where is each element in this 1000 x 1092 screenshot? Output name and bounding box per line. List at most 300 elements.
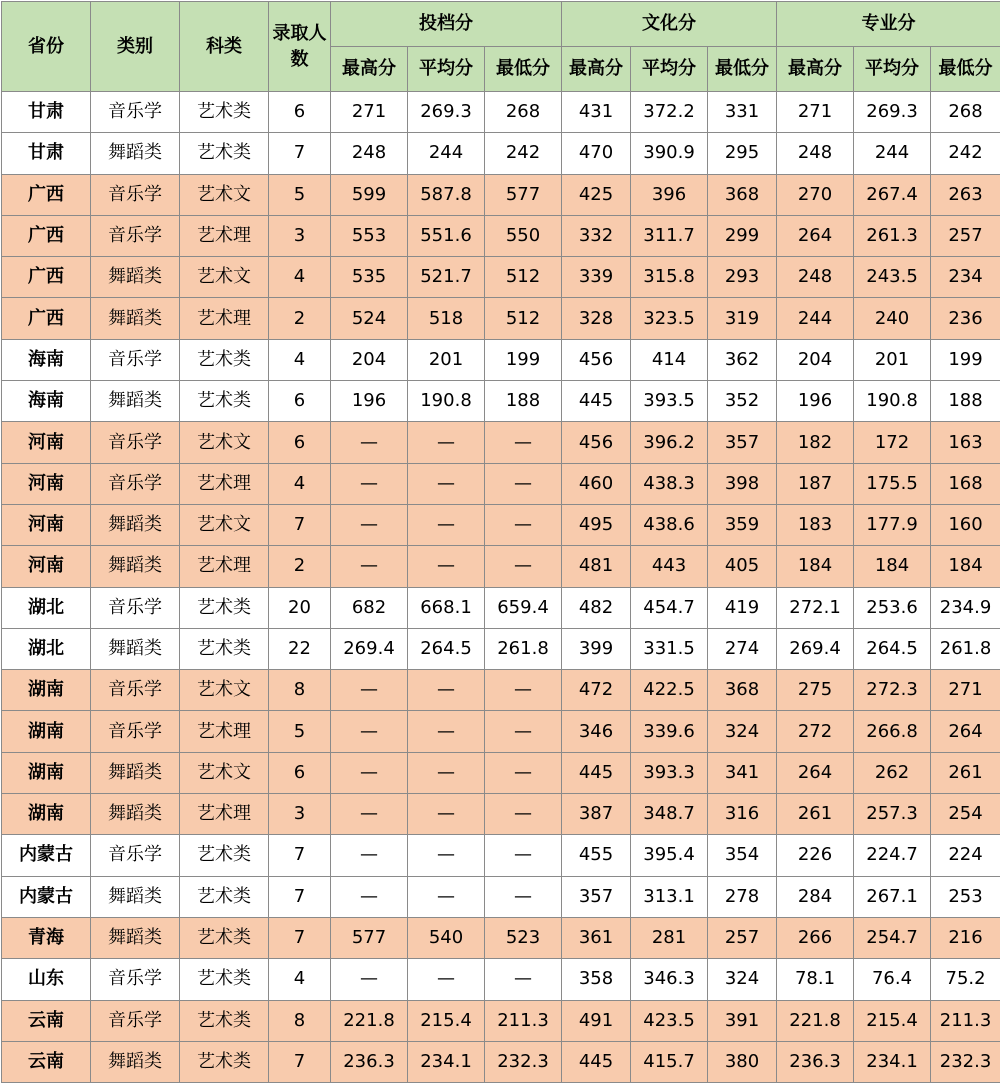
cell-major-avg: 172 <box>854 422 931 463</box>
cell-category: 舞蹈类 <box>91 917 180 958</box>
table-row <box>2 298 1000 339</box>
cell-major-max: 182 <box>777 422 854 463</box>
cell-province: 甘肃 <box>2 133 91 174</box>
cell-subject: 艺术文 <box>180 752 269 793</box>
cell-culture-max: 495 <box>562 504 631 545</box>
cell-major-min: 234.9 <box>931 587 1000 628</box>
cell-major-avg: 224.7 <box>854 835 931 876</box>
header-subject: 科类 <box>180 2 269 92</box>
cell-culture-avg: 395.4 <box>631 835 708 876</box>
table-row <box>2 835 1000 876</box>
cell-culture-avg: 396 <box>631 174 708 215</box>
cell-major-max: 248 <box>777 133 854 174</box>
cell-major-avg: 257.3 <box>854 794 931 835</box>
cell-culture-min: 257 <box>708 917 777 958</box>
table-row <box>2 876 1000 917</box>
cell-submit-min: 242 <box>485 133 562 174</box>
table-row <box>2 711 1000 752</box>
cell-submit-avg: — <box>408 463 485 504</box>
cell-enrolled: 6 <box>269 381 331 422</box>
cell-major-min: 216 <box>931 917 1000 958</box>
header-submit-avg: 平均分 <box>408 47 485 92</box>
cell-culture-max: 399 <box>562 628 631 669</box>
cell-submit-avg: — <box>408 752 485 793</box>
cell-culture-min: 278 <box>708 876 777 917</box>
table-row <box>2 257 1000 298</box>
cell-culture-avg: 393.5 <box>631 381 708 422</box>
cell-major-max: 204 <box>777 339 854 380</box>
cell-province: 广西 <box>2 174 91 215</box>
cell-subject: 艺术文 <box>180 257 269 298</box>
cell-submit-min: — <box>485 546 562 587</box>
cell-province: 湖南 <box>2 752 91 793</box>
cell-category: 音乐学 <box>91 835 180 876</box>
cell-submit-max: 269.4 <box>331 628 408 669</box>
cell-culture-avg: 414 <box>631 339 708 380</box>
cell-province: 云南 <box>2 1041 91 1082</box>
cell-major-min: 188 <box>931 381 1000 422</box>
cell-major-max: 187 <box>777 463 854 504</box>
cell-culture-avg: 396.2 <box>631 422 708 463</box>
table-row <box>2 215 1000 256</box>
cell-submit-min: 232.3 <box>485 1041 562 1082</box>
table-row <box>2 339 1000 380</box>
cell-major-min: 254 <box>931 794 1000 835</box>
cell-culture-min: 352 <box>708 381 777 422</box>
cell-category: 舞蹈类 <box>91 133 180 174</box>
cell-major-min: 232.3 <box>931 1041 1000 1082</box>
cell-subject: 艺术理 <box>180 711 269 752</box>
cell-province: 山东 <box>2 959 91 1000</box>
cell-major-avg: 267.4 <box>854 174 931 215</box>
cell-submit-avg: 540 <box>408 917 485 958</box>
cell-enrolled: 7 <box>269 1041 331 1082</box>
cell-enrolled: 4 <box>269 339 331 380</box>
cell-submit-min: 199 <box>485 339 562 380</box>
cell-major-max: 221.8 <box>777 1000 854 1041</box>
cell-submit-min: — <box>485 711 562 752</box>
table-row <box>2 794 1000 835</box>
table-row <box>2 174 1000 215</box>
cell-category: 音乐学 <box>91 92 180 133</box>
cell-major-max: 261 <box>777 794 854 835</box>
cell-submit-max: 196 <box>331 381 408 422</box>
cell-subject: 艺术类 <box>180 1041 269 1082</box>
cell-submit-min: — <box>485 422 562 463</box>
cell-submit-min: — <box>485 876 562 917</box>
table-row <box>2 546 1000 587</box>
cell-submit-min: — <box>485 835 562 876</box>
cell-submit-avg: 521.7 <box>408 257 485 298</box>
cell-culture-avg: 281 <box>631 917 708 958</box>
cell-culture-avg: 348.7 <box>631 794 708 835</box>
cell-culture-max: 455 <box>562 835 631 876</box>
cell-submit-max: — <box>331 463 408 504</box>
cell-submit-avg: — <box>408 835 485 876</box>
cell-submit-avg: — <box>408 546 485 587</box>
cell-culture-min: 380 <box>708 1041 777 1082</box>
cell-major-max: 78.1 <box>777 959 854 1000</box>
table-row <box>2 422 1000 463</box>
cell-enrolled: 7 <box>269 835 331 876</box>
cell-major-max: 284 <box>777 876 854 917</box>
cell-major-avg: 266.8 <box>854 711 931 752</box>
cell-province: 湖南 <box>2 670 91 711</box>
cell-culture-min: 299 <box>708 215 777 256</box>
table-row <box>2 628 1000 669</box>
cell-major-min: 257 <box>931 215 1000 256</box>
cell-culture-min: 368 <box>708 670 777 711</box>
cell-culture-min: 274 <box>708 628 777 669</box>
cell-major-avg: 262 <box>854 752 931 793</box>
cell-submit-avg: 190.8 <box>408 381 485 422</box>
cell-culture-avg: 423.5 <box>631 1000 708 1041</box>
cell-submit-min: — <box>485 504 562 545</box>
cell-category: 舞蹈类 <box>91 1041 180 1082</box>
cell-submit-min: — <box>485 959 562 1000</box>
cell-culture-avg: 323.5 <box>631 298 708 339</box>
cell-category: 音乐学 <box>91 215 180 256</box>
cell-culture-max: 460 <box>562 463 631 504</box>
cell-submit-avg: — <box>408 422 485 463</box>
cell-subject: 艺术理 <box>180 794 269 835</box>
cell-culture-min: 293 <box>708 257 777 298</box>
cell-province: 湖南 <box>2 711 91 752</box>
cell-major-min: 184 <box>931 546 1000 587</box>
cell-culture-min: 357 <box>708 422 777 463</box>
cell-culture-max: 339 <box>562 257 631 298</box>
cell-enrolled: 7 <box>269 133 331 174</box>
cell-submit-max: — <box>331 835 408 876</box>
cell-major-min: 199 <box>931 339 1000 380</box>
cell-submit-avg: 215.4 <box>408 1000 485 1041</box>
cell-culture-min: 331 <box>708 92 777 133</box>
cell-culture-min: 362 <box>708 339 777 380</box>
cell-major-avg: 267.1 <box>854 876 931 917</box>
cell-province: 河南 <box>2 546 91 587</box>
header-group-submit: 投档分 <box>331 2 562 47</box>
cell-submit-avg: 244 <box>408 133 485 174</box>
cell-category: 舞蹈类 <box>91 628 180 669</box>
cell-submit-avg: 201 <box>408 339 485 380</box>
cell-province: 甘肃 <box>2 92 91 133</box>
cell-enrolled: 6 <box>269 92 331 133</box>
cell-culture-min: 368 <box>708 174 777 215</box>
cell-culture-avg: 390.9 <box>631 133 708 174</box>
cell-major-min: 75.2 <box>931 959 1000 1000</box>
cell-subject: 艺术文 <box>180 174 269 215</box>
cell-major-avg: 234.1 <box>854 1041 931 1082</box>
cell-major-max: 264 <box>777 752 854 793</box>
cell-enrolled: 5 <box>269 711 331 752</box>
cell-enrolled: 2 <box>269 298 331 339</box>
cell-category: 舞蹈类 <box>91 794 180 835</box>
cell-submit-avg: — <box>408 959 485 1000</box>
cell-major-min: 263 <box>931 174 1000 215</box>
cell-submit-avg: — <box>408 876 485 917</box>
cell-major-avg: 261.3 <box>854 215 931 256</box>
cell-culture-min: 319 <box>708 298 777 339</box>
cell-province: 河南 <box>2 504 91 545</box>
header-culture-avg: 平均分 <box>631 47 708 92</box>
cell-major-max: 184 <box>777 546 854 587</box>
cell-category: 舞蹈类 <box>91 504 180 545</box>
cell-province: 内蒙古 <box>2 876 91 917</box>
cell-culture-max: 431 <box>562 92 631 133</box>
cell-major-avg: 244 <box>854 133 931 174</box>
cell-enrolled: 4 <box>269 257 331 298</box>
cell-enrolled: 7 <box>269 504 331 545</box>
cell-subject: 艺术理 <box>180 546 269 587</box>
cell-submit-avg: — <box>408 711 485 752</box>
admission-score-table <box>1 1 1000 1083</box>
cell-culture-max: 387 <box>562 794 631 835</box>
cell-category: 舞蹈类 <box>91 752 180 793</box>
cell-submit-avg: — <box>408 794 485 835</box>
cell-major-min: 168 <box>931 463 1000 504</box>
header-category: 类别 <box>91 2 180 92</box>
cell-culture-avg: 331.5 <box>631 628 708 669</box>
cell-culture-avg: 339.6 <box>631 711 708 752</box>
cell-category: 音乐学 <box>91 339 180 380</box>
cell-province: 河南 <box>2 463 91 504</box>
cell-subject: 艺术类 <box>180 1000 269 1041</box>
cell-major-max: 226 <box>777 835 854 876</box>
cell-submit-max: 271 <box>331 92 408 133</box>
cell-major-max: 196 <box>777 381 854 422</box>
cell-submit-avg: — <box>408 504 485 545</box>
cell-culture-max: 472 <box>562 670 631 711</box>
cell-major-min: 253 <box>931 876 1000 917</box>
cell-submit-max: 221.8 <box>331 1000 408 1041</box>
cell-major-max: 244 <box>777 298 854 339</box>
cell-enrolled: 6 <box>269 752 331 793</box>
cell-major-min: 264 <box>931 711 1000 752</box>
cell-culture-avg: 415.7 <box>631 1041 708 1082</box>
cell-culture-max: 445 <box>562 1041 631 1082</box>
cell-category: 音乐学 <box>91 422 180 463</box>
cell-culture-max: 361 <box>562 917 631 958</box>
cell-submit-max: 577 <box>331 917 408 958</box>
cell-submit-min: 659.4 <box>485 587 562 628</box>
cell-subject: 艺术文 <box>180 670 269 711</box>
cell-culture-min: 391 <box>708 1000 777 1041</box>
cell-submit-max: — <box>331 959 408 1000</box>
cell-category: 音乐学 <box>91 463 180 504</box>
cell-culture-max: 481 <box>562 546 631 587</box>
cell-major-max: 271 <box>777 92 854 133</box>
cell-province: 湖北 <box>2 628 91 669</box>
cell-province: 内蒙古 <box>2 835 91 876</box>
cell-major-min: 163 <box>931 422 1000 463</box>
cell-major-max: 272 <box>777 711 854 752</box>
cell-major-min: 261 <box>931 752 1000 793</box>
table-row <box>2 670 1000 711</box>
header-major-avg: 平均分 <box>854 47 931 92</box>
cell-submit-min: — <box>485 794 562 835</box>
header-enrolled: 录取人数 <box>269 2 331 92</box>
cell-category: 音乐学 <box>91 174 180 215</box>
header-major-min: 最低分 <box>931 47 1000 92</box>
cell-province: 广西 <box>2 257 91 298</box>
cell-culture-max: 358 <box>562 959 631 1000</box>
cell-major-min: 224 <box>931 835 1000 876</box>
table-row <box>2 1041 1000 1082</box>
cell-culture-avg: 393.3 <box>631 752 708 793</box>
cell-submit-avg: 518 <box>408 298 485 339</box>
cell-major-min: 261.8 <box>931 628 1000 669</box>
cell-major-avg: 253.6 <box>854 587 931 628</box>
cell-culture-avg: 346.3 <box>631 959 708 1000</box>
table-header <box>2 2 1000 92</box>
cell-enrolled: 8 <box>269 1000 331 1041</box>
cell-enrolled: 2 <box>269 546 331 587</box>
cell-major-max: 183 <box>777 504 854 545</box>
cell-culture-min: 398 <box>708 463 777 504</box>
cell-culture-min: 324 <box>708 959 777 1000</box>
cell-province: 广西 <box>2 298 91 339</box>
cell-culture-max: 482 <box>562 587 631 628</box>
cell-enrolled: 8 <box>269 670 331 711</box>
cell-category: 音乐学 <box>91 1000 180 1041</box>
cell-subject: 艺术类 <box>180 959 269 1000</box>
cell-province: 河南 <box>2 422 91 463</box>
cell-enrolled: 4 <box>269 463 331 504</box>
cell-major-avg: 215.4 <box>854 1000 931 1041</box>
cell-category: 音乐学 <box>91 711 180 752</box>
cell-category: 舞蹈类 <box>91 257 180 298</box>
cell-subject: 艺术文 <box>180 422 269 463</box>
cell-enrolled: 20 <box>269 587 331 628</box>
cell-submit-min: 550 <box>485 215 562 256</box>
cell-submit-max: 553 <box>331 215 408 256</box>
cell-submit-min: 512 <box>485 257 562 298</box>
cell-enrolled: 5 <box>269 174 331 215</box>
header-group-major: 专业分 <box>777 2 1000 47</box>
cell-submit-max: — <box>331 504 408 545</box>
cell-submit-min: 577 <box>485 174 562 215</box>
cell-culture-avg: 311.7 <box>631 215 708 256</box>
cell-enrolled: 3 <box>269 794 331 835</box>
cell-major-max: 236.3 <box>777 1041 854 1082</box>
cell-major-max: 248 <box>777 257 854 298</box>
cell-submit-min: 268 <box>485 92 562 133</box>
cell-province: 湖南 <box>2 794 91 835</box>
cell-major-avg: 243.5 <box>854 257 931 298</box>
cell-submit-min: 211.3 <box>485 1000 562 1041</box>
cell-category: 音乐学 <box>91 670 180 711</box>
cell-culture-max: 445 <box>562 381 631 422</box>
header-culture-min: 最低分 <box>708 47 777 92</box>
cell-culture-avg: 313.1 <box>631 876 708 917</box>
cell-culture-min: 354 <box>708 835 777 876</box>
table-row <box>2 504 1000 545</box>
cell-major-max: 272.1 <box>777 587 854 628</box>
cell-major-avg: 201 <box>854 339 931 380</box>
cell-subject: 艺术理 <box>180 463 269 504</box>
header-culture-max: 最高分 <box>562 47 631 92</box>
cell-major-avg: 240 <box>854 298 931 339</box>
cell-culture-max: 425 <box>562 174 631 215</box>
cell-enrolled: 7 <box>269 876 331 917</box>
cell-culture-max: 470 <box>562 133 631 174</box>
cell-submit-max: — <box>331 876 408 917</box>
cell-enrolled: 7 <box>269 917 331 958</box>
cell-major-min: 211.3 <box>931 1000 1000 1041</box>
cell-enrolled: 6 <box>269 422 331 463</box>
cell-submit-max: 599 <box>331 174 408 215</box>
cell-major-avg: 254.7 <box>854 917 931 958</box>
cell-major-max: 270 <box>777 174 854 215</box>
table-row <box>2 463 1000 504</box>
cell-major-avg: 272.3 <box>854 670 931 711</box>
cell-culture-max: 346 <box>562 711 631 752</box>
cell-submit-max: 236.3 <box>331 1041 408 1082</box>
cell-subject: 艺术类 <box>180 92 269 133</box>
cell-enrolled: 22 <box>269 628 331 669</box>
cell-subject: 艺术类 <box>180 339 269 380</box>
table-row <box>2 381 1000 422</box>
cell-major-avg: 76.4 <box>854 959 931 1000</box>
cell-submit-min: 512 <box>485 298 562 339</box>
header-submit-min: 最低分 <box>485 47 562 92</box>
cell-subject: 艺术类 <box>180 835 269 876</box>
cell-culture-min: 295 <box>708 133 777 174</box>
cell-submit-max: 248 <box>331 133 408 174</box>
cell-province: 海南 <box>2 339 91 380</box>
cell-category: 音乐学 <box>91 587 180 628</box>
cell-major-min: 242 <box>931 133 1000 174</box>
cell-category: 舞蹈类 <box>91 381 180 422</box>
cell-submit-max: 524 <box>331 298 408 339</box>
cell-enrolled: 3 <box>269 215 331 256</box>
cell-major-avg: 264.5 <box>854 628 931 669</box>
cell-subject: 艺术理 <box>180 215 269 256</box>
cell-culture-max: 357 <box>562 876 631 917</box>
cell-culture-avg: 315.8 <box>631 257 708 298</box>
cell-culture-max: 445 <box>562 752 631 793</box>
cell-culture-max: 456 <box>562 339 631 380</box>
cell-culture-avg: 454.7 <box>631 587 708 628</box>
cell-subject: 艺术类 <box>180 876 269 917</box>
cell-category: 音乐学 <box>91 959 180 1000</box>
cell-culture-min: 341 <box>708 752 777 793</box>
cell-province: 广西 <box>2 215 91 256</box>
cell-submit-max: — <box>331 711 408 752</box>
cell-major-max: 275 <box>777 670 854 711</box>
cell-culture-min: 316 <box>708 794 777 835</box>
cell-submit-avg: 668.1 <box>408 587 485 628</box>
header-group-culture: 文化分 <box>562 2 777 47</box>
cell-submit-min: — <box>485 670 562 711</box>
cell-culture-avg: 372.2 <box>631 92 708 133</box>
cell-major-max: 269.4 <box>777 628 854 669</box>
cell-subject: 艺术类 <box>180 133 269 174</box>
cell-culture-min: 324 <box>708 711 777 752</box>
cell-enrolled: 4 <box>269 959 331 1000</box>
cell-subject: 艺术类 <box>180 917 269 958</box>
cell-major-avg: 177.9 <box>854 504 931 545</box>
cell-culture-min: 419 <box>708 587 777 628</box>
cell-subject: 艺术理 <box>180 298 269 339</box>
table-row <box>2 92 1000 133</box>
cell-category: 舞蹈类 <box>91 876 180 917</box>
cell-subject: 艺术类 <box>180 381 269 422</box>
cell-submit-avg: 264.5 <box>408 628 485 669</box>
cell-submit-min: 523 <box>485 917 562 958</box>
cell-major-max: 264 <box>777 215 854 256</box>
header-province: 省份 <box>2 2 91 92</box>
